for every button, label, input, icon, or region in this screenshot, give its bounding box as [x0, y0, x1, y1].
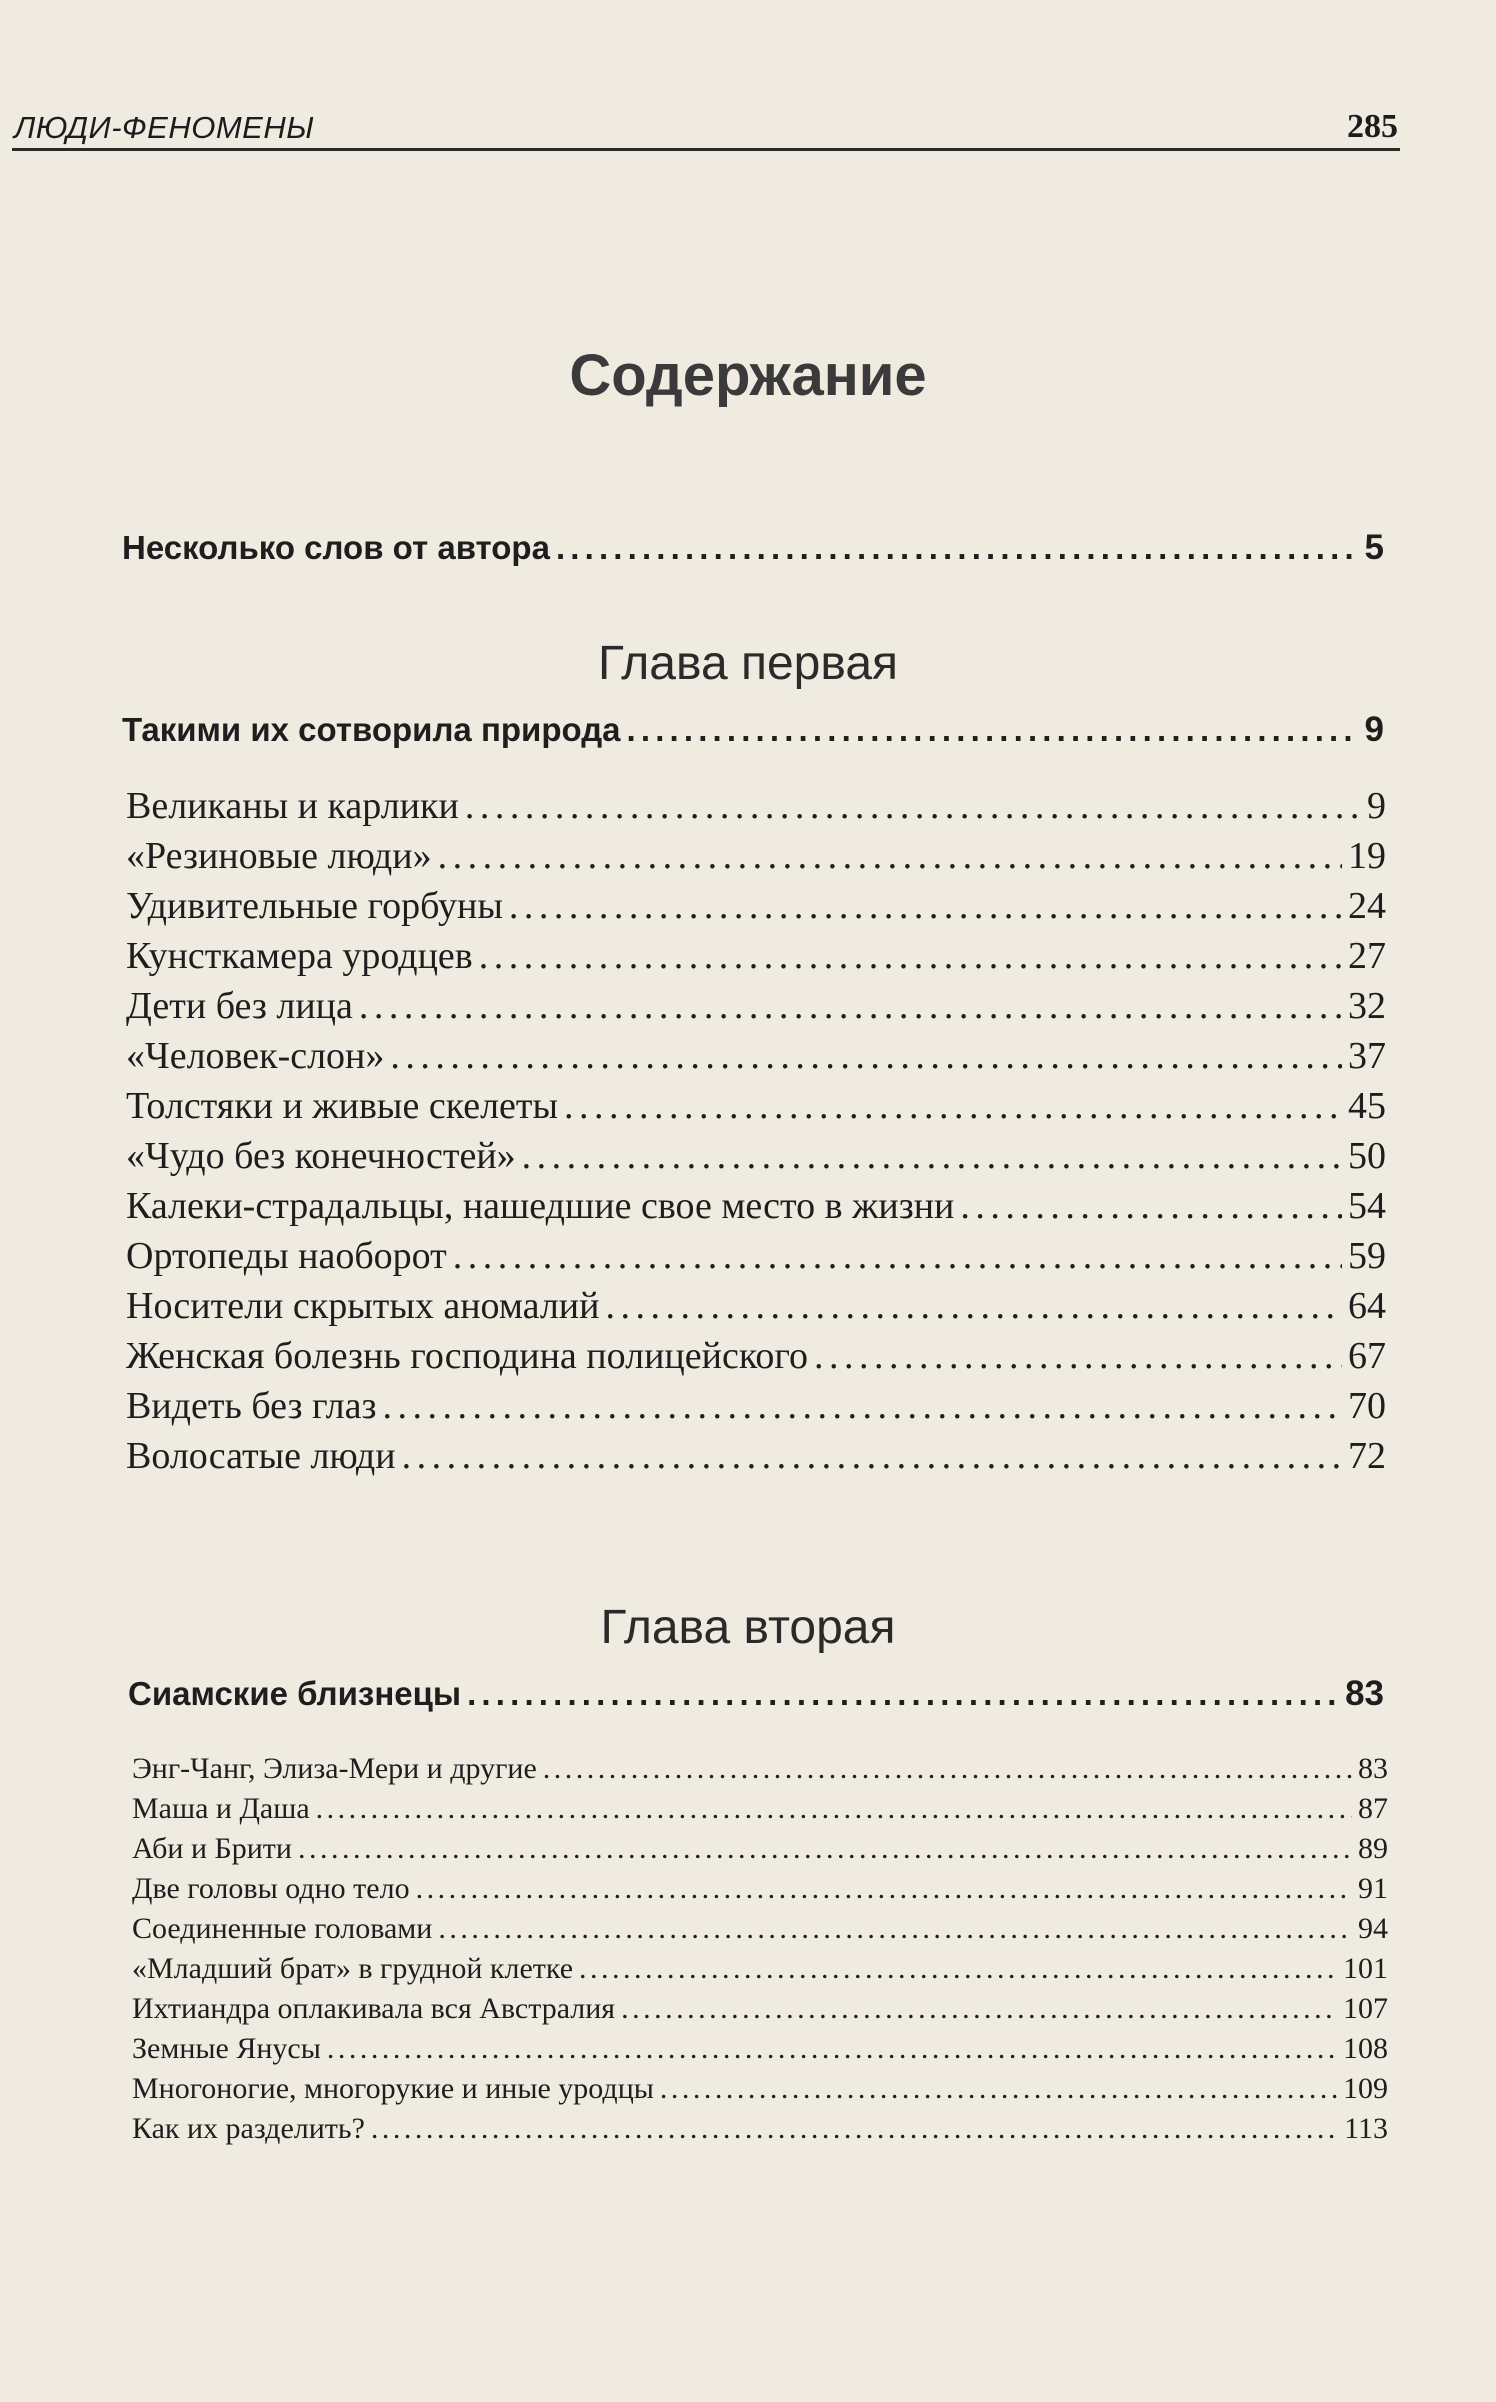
toc-entry-page: 50: [1348, 1135, 1386, 1177]
toc-entry-page: 45: [1348, 1085, 1386, 1127]
toc-entry-label: Великаны и карлики: [126, 785, 459, 827]
toc-entry-page: 72: [1348, 1435, 1386, 1477]
toc-entry: [132, 1752, 1388, 1790]
toc-title: Содержание: [569, 343, 927, 408]
toc-entry-page: 24: [1348, 885, 1386, 927]
toc-entry-page: 67: [1348, 1335, 1386, 1377]
toc-entry-preface: [122, 528, 1384, 574]
toc-entry-page: 64: [1348, 1285, 1386, 1327]
toc-entry-page: 107: [1343, 1992, 1388, 2025]
dot-leader: [621, 1992, 1337, 2026]
toc-entry: [126, 1384, 1386, 1432]
dot-leader: [438, 834, 1342, 878]
dot-leader: [465, 784, 1361, 828]
dot-leader: [402, 1434, 1342, 1478]
dot-leader: [390, 1034, 1342, 1078]
toc-entry-label: Энг-Чанг, Элиза-Мери и другие: [132, 1752, 537, 1785]
toc-entry-label: Аби и Брити: [132, 1832, 292, 1865]
toc-entry-label: «Резиновые люди»: [126, 835, 432, 877]
toc-entry-page: 113: [1344, 2112, 1388, 2145]
toc-entry: [126, 1284, 1386, 1332]
page-number: 285: [1347, 108, 1398, 145]
toc-entry-label: Две головы одно тело: [132, 1872, 410, 1905]
toc-entry-label: Видеть без глаз: [126, 1385, 377, 1427]
toc-entry-page: 70: [1348, 1385, 1386, 1427]
toc-entry: [132, 1912, 1388, 1950]
toc-entry-label: «Младший брат» в грудной клетке: [132, 1952, 574, 1985]
toc-section-1: [122, 710, 1384, 756]
toc-entry: [126, 1334, 1386, 1382]
toc-section-2: [128, 1674, 1384, 1720]
header-rule: [12, 148, 1400, 151]
toc-entry-page: 59: [1348, 1235, 1386, 1277]
dot-leader: [605, 1284, 1342, 1328]
toc-entry-page: 54: [1348, 1185, 1386, 1227]
toc-entry-label: Ортопеды наоборот: [126, 1235, 447, 1277]
running-header: [14, 108, 1398, 148]
toc-entry: [132, 2032, 1388, 2070]
toc-entry: [132, 1792, 1388, 1830]
dot-leader: [327, 2032, 1337, 2066]
toc-entry-label: Как их разделить?: [132, 2112, 365, 2145]
toc-entry: [126, 1134, 1386, 1182]
toc-entry-page: 83: [1358, 1752, 1388, 1785]
dot-leader: [509, 884, 1342, 928]
toc-entry-page: 27: [1348, 935, 1386, 977]
dot-leader: [627, 711, 1359, 749]
toc-entry: [126, 1234, 1386, 1282]
dot-leader: [467, 1675, 1339, 1713]
dot-leader: [359, 984, 1342, 1028]
toc-entry-page: 37: [1348, 1035, 1386, 1077]
toc-entry: [126, 784, 1386, 832]
dot-leader: [960, 1184, 1342, 1228]
toc-entry-page: 108: [1343, 2032, 1388, 2065]
toc-entry-label: Волосатые люди: [126, 1435, 396, 1477]
toc-entry: [126, 1434, 1386, 1482]
toc-entry: [132, 1992, 1388, 2030]
toc-entry-page: 94: [1358, 1912, 1388, 1945]
toc-entry-label: Дети без лица: [126, 985, 353, 1027]
toc-entry-page: 5: [1364, 528, 1384, 567]
toc-entry-page: 19: [1348, 835, 1386, 877]
toc-entry: [126, 834, 1386, 882]
toc-entry-label: Женская болезнь господина полицейского: [126, 1335, 808, 1377]
toc-entry-page: 9: [1367, 785, 1386, 827]
toc-entry-label: Толстяки и живые скелеты: [126, 1085, 559, 1127]
toc-entry-label: Ихтиандра оплакивала вся Австралия: [132, 1992, 616, 2025]
dot-leader: [479, 934, 1342, 978]
toc-entry: [132, 1872, 1388, 1910]
toc-entry-page: 89: [1358, 1832, 1388, 1865]
dot-leader: [564, 1084, 1342, 1128]
toc-entry: [132, 2072, 1388, 2110]
toc-entry: [126, 1084, 1386, 1132]
toc-entry-label: Калеки-страдальцы, нашедшие свое место в жизни: [126, 1185, 955, 1227]
dot-leader: [556, 529, 1359, 567]
chapter-heading-2: Глава вторая: [600, 1601, 896, 1654]
dot-leader: [438, 1912, 1352, 1946]
toc-entry-page: 91: [1358, 1872, 1388, 1905]
toc-entry: [132, 1952, 1388, 1990]
toc-entry: [126, 934, 1386, 982]
toc-entry-page: 32: [1348, 985, 1386, 1027]
toc-entry: [132, 2112, 1388, 2150]
dot-leader: [543, 1752, 1352, 1786]
dot-leader: [814, 1334, 1342, 1378]
toc-entry-label: «Человек-слон»: [126, 1035, 385, 1077]
toc-entry: [126, 884, 1386, 932]
toc-entry-page: 101: [1343, 1952, 1388, 1985]
toc-entry-page: 87: [1358, 1792, 1388, 1825]
toc-entry-label: Несколько слов от автора: [122, 529, 550, 566]
dot-leader: [298, 1832, 1352, 1866]
toc-entry-label: Земные Янусы: [132, 2032, 321, 2065]
dot-leader: [579, 1952, 1337, 1986]
running-title: ЛЮДИ-ФЕНОМЕНЫ: [14, 110, 315, 145]
toc-entry: [126, 1034, 1386, 1082]
toc-entry-label: Многоногие, многорукие и иные уродцы: [132, 2072, 654, 2105]
chapter-heading-1: Глава первая: [597, 637, 899, 690]
dot-leader: [453, 1234, 1342, 1278]
toc-entry-page: 109: [1343, 2072, 1388, 2105]
toc-section-label: Такими их сотворила природа: [122, 711, 621, 748]
dot-leader: [660, 2072, 1337, 2106]
toc-entry: [126, 984, 1386, 1032]
toc-entry-label: Носители скрытых аномалий: [126, 1285, 600, 1327]
toc-section-page: 83: [1345, 1674, 1384, 1713]
toc-entry: [132, 1832, 1388, 1870]
dot-leader: [416, 1872, 1352, 1906]
toc-entry-label: Кунсткамера уродцев: [126, 935, 473, 977]
toc-section-label: Сиамские близнецы: [128, 1675, 462, 1712]
toc-entry-label: Маша и Даша: [132, 1792, 310, 1825]
dot-leader: [383, 1384, 1343, 1428]
toc-entry: [126, 1184, 1386, 1232]
dot-leader: [522, 1134, 1342, 1178]
toc-section-page: 9: [1364, 710, 1384, 749]
dot-leader: [316, 1792, 1352, 1826]
toc-entry-label: Соединенные головами: [132, 1912, 433, 1945]
dot-leader: [371, 2112, 1338, 2146]
toc-entry-label: Удивительные горбуны: [126, 885, 503, 927]
toc-entry-label: «Чудо без конечностей»: [126, 1135, 516, 1177]
